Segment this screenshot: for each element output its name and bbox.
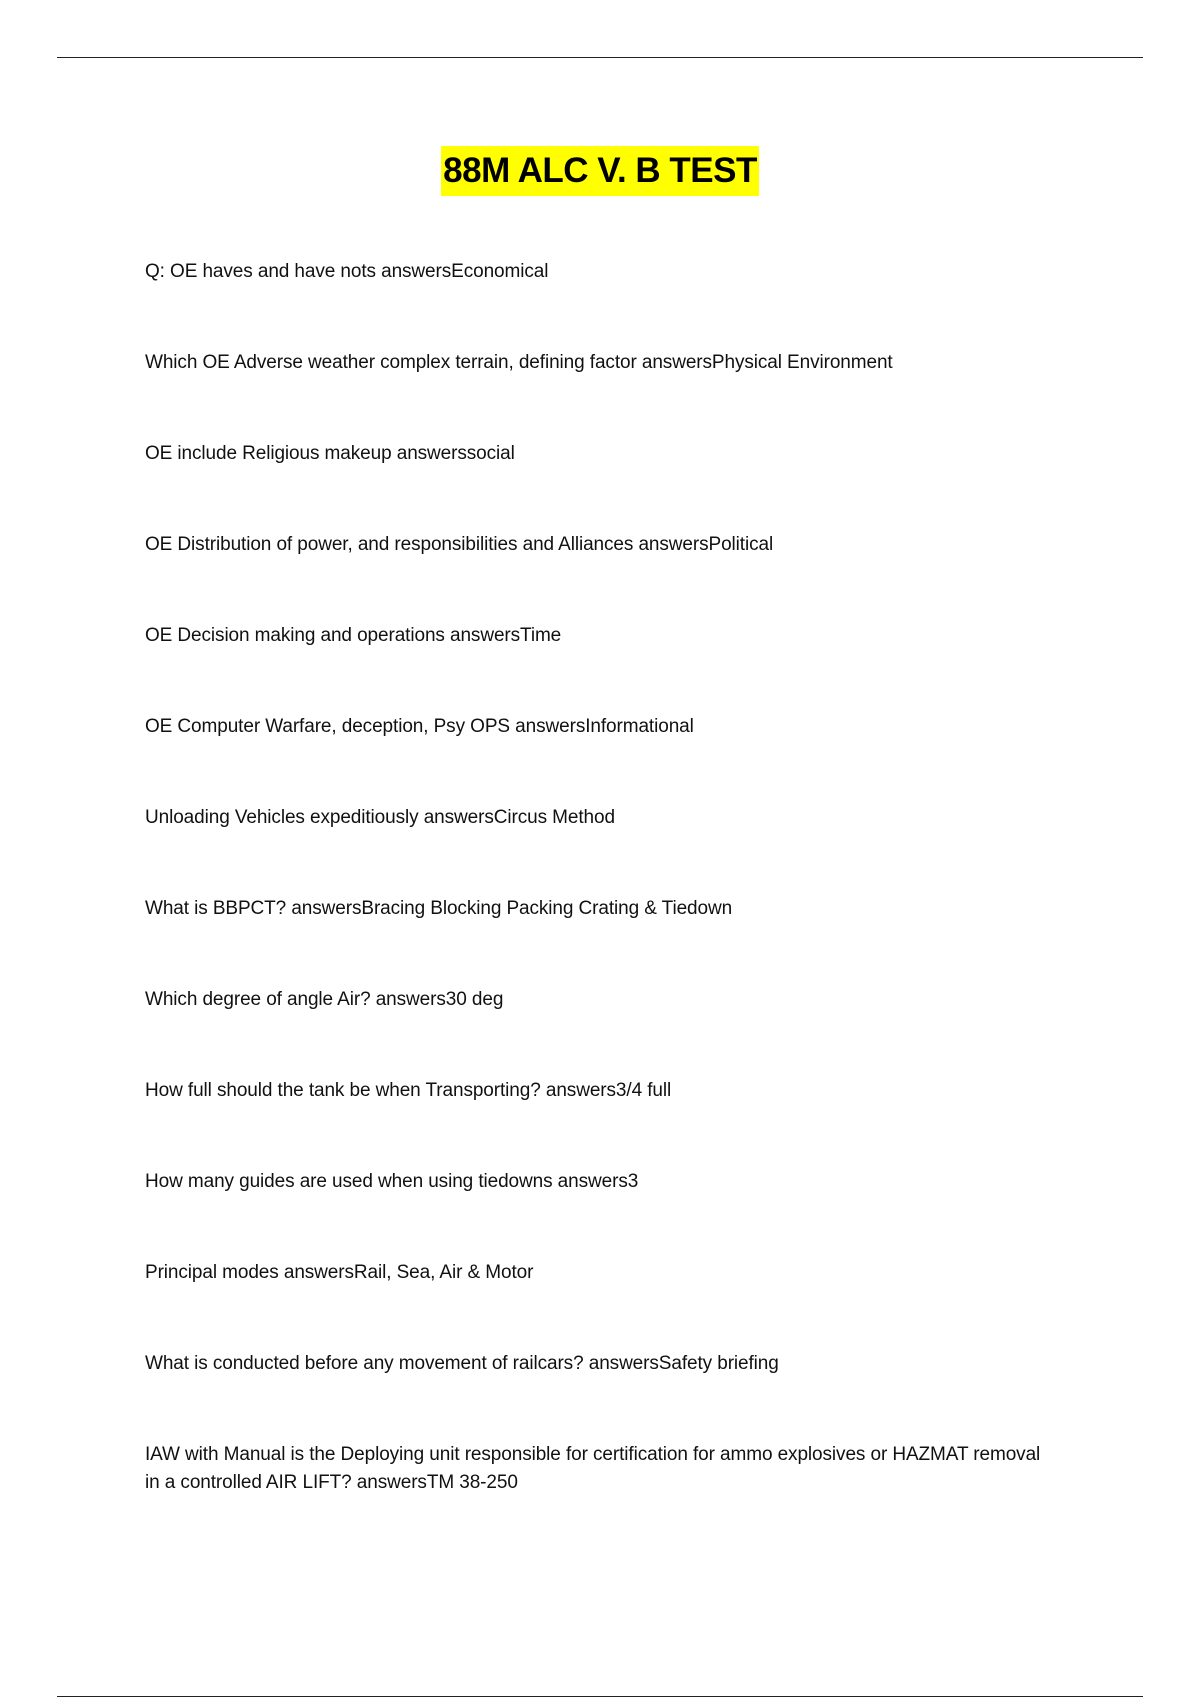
qa-item: How full should the tank be when Transporting? answers3/4 full [145, 1080, 672, 1101]
qa-item: How many guides are used when using tiedowns answers3 [145, 1171, 639, 1192]
qa-item: OE Decision making and operations answersTime [145, 625, 562, 646]
qa-item: Unloading Vehicles expeditiously answersCircus Method [145, 807, 615, 828]
bottom-rule [57, 1696, 1143, 1697]
top-rule [57, 57, 1143, 58]
qa-item: Which degree of angle Air? answers30 deg [145, 989, 504, 1010]
qa-item: OE Distribution of power, and responsibilities and Alliances answersPolitical [145, 534, 774, 555]
qa-item: Principal modes answersRail, Sea, Air & Motor [145, 1262, 534, 1283]
qa-item: What is BBPCT? answersBracing Blocking Packing Crating & Tiedown [145, 898, 733, 919]
qa-item: What is conducted before any movement of railcars? answersSafety briefing [145, 1353, 779, 1374]
qa-item: OE include Religious makeup answerssocial [145, 443, 515, 464]
qa-item: Q: OE haves and have nots answersEconomical [145, 261, 549, 282]
question-answer-list [145, 258, 1055, 1532]
title-container [0, 146, 1200, 196]
qa-item: Which OE Adverse weather complex terrain, defining factor answersPhysical Environment [145, 352, 893, 373]
qa-item: OE Computer Warfare, deception, Psy OPS answersInformational [145, 716, 694, 737]
qa-item: IAW with Manual is the Deploying unit responsible for certification for ammo explosives or HAZMAT removal in a controlled AIR LIFT? answersTM 38-250 [145, 1444, 1041, 1493]
document-title: 88M ALC V. B TEST [441, 146, 759, 196]
